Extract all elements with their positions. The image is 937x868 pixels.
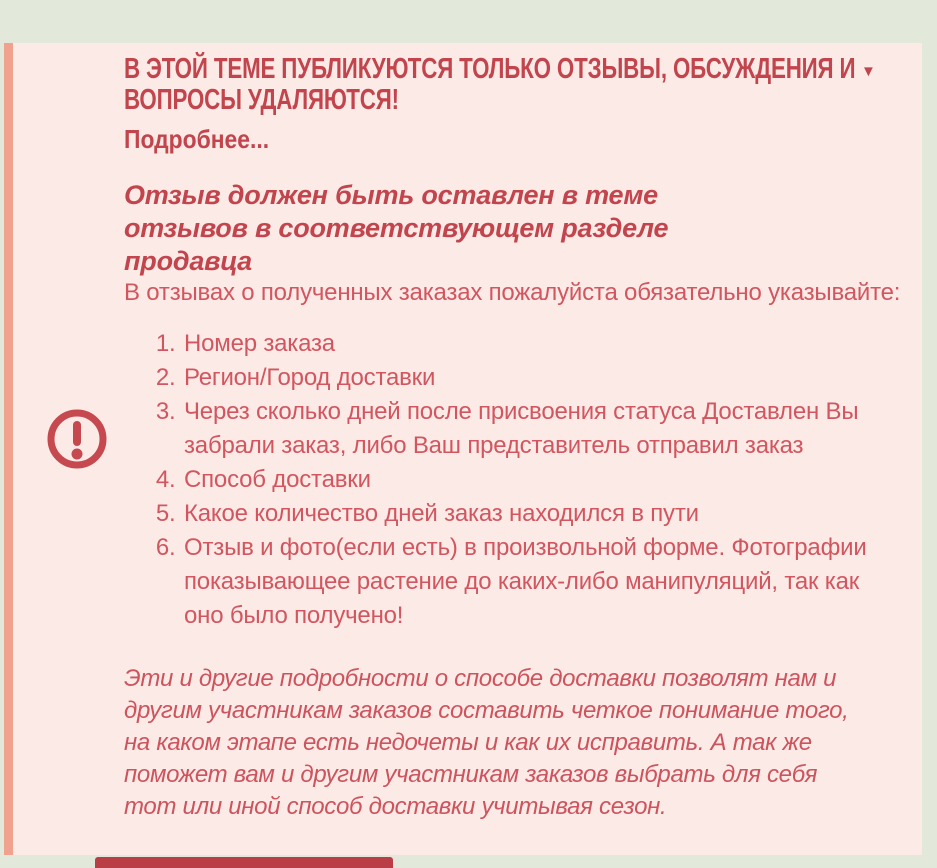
list-item: 2. Регион/Город доставки <box>182 361 886 395</box>
list-item: 5. Какое количество дней заказ находился в пути <box>182 497 886 531</box>
list-item: 6. Отзыв и фото(если есть) в произвольной форме. Фотографии показывающее растение до каких-либо манипуляций, так как оно было получено! <box>182 531 886 633</box>
alert-left-border <box>4 43 13 855</box>
more-details-link[interactable]: Подробнее... <box>124 124 270 154</box>
cutoff-red-banner <box>95 857 393 868</box>
topic-rules-heading <box>124 54 855 116</box>
review-requirements-list <box>124 327 886 633</box>
list-item: 1. Номер заказа <box>182 327 886 361</box>
shipping-details-note: Эти и другие подробности о способе доставки позволят нам и другим участникам заказов составить четкое понимание того, на каком этапе есть недочеты и как их исправить. А так же поможет вам и другим участникам заказов выбрать для себя тот или иной способ доставки учитывая сезон. <box>124 665 849 820</box>
review-location-emphasis: Отзыв должен быть оставлен в теме отзывов в соответствующем разделе продавца <box>124 180 669 276</box>
exclamation-circle-icon <box>45 407 109 471</box>
list-item: 3. Через сколько дней после присвоения статуса Доставлен Вы забрали заказ, либо Ваш представитель отправил заказ <box>182 395 886 463</box>
review-instructions-intro: В отзывах о полученных заказах пожалуйста обязательно указывайте: <box>124 279 901 306</box>
topic-rules-heading-line2: ВОПРОСЫ УДАЛЯЮТСЯ! <box>124 84 399 116</box>
list-item: 4. Способ доставки <box>182 463 886 497</box>
collapse-arrow-icon[interactable]: ▼ <box>861 63 876 80</box>
topic-rules-heading-line1: В ЭТОЙ ТЕМЕ ПУБЛИКУЮТСЯ ТОЛЬКО ОТЗЫВЫ, ОБСУЖДЕНИЯ И <box>124 53 856 85</box>
